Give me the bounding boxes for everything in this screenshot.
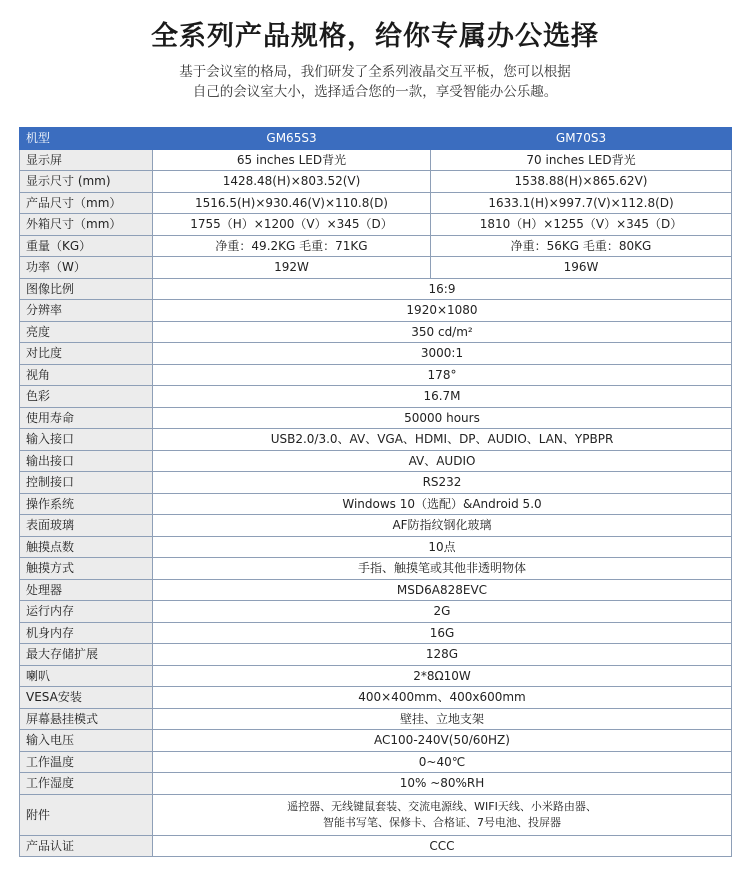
spec-label: 亮度 (20, 321, 153, 343)
table-row (20, 708, 732, 730)
table-row (20, 149, 732, 171)
table-row (20, 321, 732, 343)
table-row (20, 665, 732, 687)
spec-value-shared: AF防指纹钢化玻璃 (153, 515, 732, 537)
page-title: 全系列产品规格，给你专属办公选择 (151, 21, 599, 52)
table-row (20, 300, 732, 322)
spec-label: 显示屏 (20, 149, 153, 171)
spec-label: 操作系统 (20, 493, 153, 515)
table-row (20, 386, 732, 408)
spec-label: 处理器 (20, 579, 153, 601)
spec-label: 重量（KG） (20, 235, 153, 257)
spec-label: 功率（W） (20, 257, 153, 279)
spec-value-accessories (153, 794, 732, 835)
table-row (20, 601, 732, 623)
table-row (20, 429, 732, 451)
spec-value-shared: 50000 hours (153, 407, 732, 429)
spec-value-model-a: 净重：49.2KG 毛重：71KG (153, 235, 431, 257)
spec-value-shared: MSD6A828EVC (153, 579, 732, 601)
spec-value-shared: 0~40℃ (153, 751, 732, 773)
spec-value-shared: 10% ~80%RH (153, 773, 732, 795)
spec-value-model-b: 1633.1(H)×997.7(V)×112.8(D) (431, 192, 732, 214)
spec-value-model-b: 1810（H）×1255（V）×345（D） (431, 214, 732, 236)
spec-table (19, 127, 732, 857)
spec-label: 工作湿度 (20, 773, 153, 795)
table-row (20, 579, 732, 601)
spec-value-model-b: 1538.88(H)×865.62V) (431, 171, 732, 193)
table-row (20, 257, 732, 279)
spec-value-shared: 3000:1 (153, 343, 732, 365)
table-row (20, 644, 732, 666)
spec-value-model-b: 196W (431, 257, 732, 279)
table-row (20, 493, 732, 515)
table-row (20, 450, 732, 472)
spec-label: 分辨率 (20, 300, 153, 322)
header-label: 机型 (20, 128, 153, 150)
spec-value-shared: 16:9 (153, 278, 732, 300)
table-row (20, 278, 732, 300)
spec-value-shared: 10点 (153, 536, 732, 558)
spec-label: 触摸方式 (20, 558, 153, 580)
spec-label: 产品尺寸（mm） (20, 192, 153, 214)
spec-value-model-b: 70 inches LED背光 (431, 149, 732, 171)
spec-value-shared: 400×400mm、400x600mm (153, 687, 732, 709)
spec-label: 显示尺寸 (mm) (20, 171, 153, 193)
spec-value-shared: RS232 (153, 472, 732, 494)
spec-label: 触摸点数 (20, 536, 153, 558)
spec-label: 图像比例 (20, 278, 153, 300)
spec-value-shared: 壁挂、立地支架 (153, 708, 732, 730)
table-row (20, 364, 732, 386)
table-row (20, 536, 732, 558)
spec-label: 工作温度 (20, 751, 153, 773)
spec-value-shared: 1920×1080 (153, 300, 732, 322)
spec-value-model-a: 192W (153, 257, 431, 279)
table-row-accessories (20, 794, 732, 835)
spec-value-shared: USB2.0/3.0、AV、VGA、HDMI、DP、AUDIO、LAN、YPBPR (153, 429, 732, 451)
spec-label: 机身内存 (20, 622, 153, 644)
header-model-a: GM65S3 (153, 128, 431, 150)
spec-value-model-a: 65 inches LED背光 (153, 149, 431, 171)
table-row (20, 687, 732, 709)
spec-value-shared: 16.7M (153, 386, 732, 408)
table-row (20, 751, 732, 773)
table-row (20, 171, 732, 193)
spec-label: 对比度 (20, 343, 153, 365)
accessories-line-1: 遥控器、无线键鼠套装、交流电源线、WIFI天线、小米路由器、 (287, 799, 597, 813)
spec-value-shared: AC100-240V(50/60HZ) (153, 730, 732, 752)
table-row (20, 235, 732, 257)
spec-value-certification: CCC (153, 835, 732, 857)
table-row (20, 515, 732, 537)
table-row (20, 472, 732, 494)
spec-value-shared: 128G (153, 644, 732, 666)
spec-value-shared: 2*8Ω10W (153, 665, 732, 687)
spec-label: 运行内存 (20, 601, 153, 623)
table-row (20, 773, 732, 795)
spec-label: 控制接口 (20, 472, 153, 494)
spec-label: 输入接口 (20, 429, 153, 451)
subtitle-line-1: 基于会议室的格局，我们研发了全系列液晶交互平板，您可以根据 (179, 64, 571, 80)
spec-label: 喇叭 (20, 665, 153, 687)
spec-label: 外箱尺寸（mm） (20, 214, 153, 236)
spec-value-model-a: 1516.5(H)×930.46(V)×110.8(D) (153, 192, 431, 214)
spec-value-model-a: 1755（H）×1200（V）×345（D） (153, 214, 431, 236)
spec-value-shared: AV、AUDIO (153, 450, 732, 472)
table-row (20, 214, 732, 236)
spec-value-shared: 178° (153, 364, 732, 386)
table-row (20, 622, 732, 644)
table-row (20, 730, 732, 752)
table-row (20, 407, 732, 429)
spec-value-shared: 350 cd/m² (153, 321, 732, 343)
header-model-b: GM70S3 (431, 128, 732, 150)
spec-label: 屏幕悬挂模式 (20, 708, 153, 730)
subtitle-line-2: 自己的会议室大小，选择适合您的一款，享受智能办公乐趣。 (192, 84, 558, 100)
spec-value-shared: 2G (153, 601, 732, 623)
spec-label: 视角 (20, 364, 153, 386)
table-header-row (20, 128, 732, 150)
spec-value-shared: 手指、触摸笔或其他非透明物体 (153, 558, 732, 580)
spec-label: VESA安装 (20, 687, 153, 709)
spec-label: 输入电压 (20, 730, 153, 752)
page-subtitle (0, 62, 750, 102)
spec-label: 最大存储扩展 (20, 644, 153, 666)
table-row (20, 192, 732, 214)
spec-table-body (20, 128, 732, 857)
table-row (20, 343, 732, 365)
spec-label: 表面玻璃 (20, 515, 153, 537)
spec-label: 输出接口 (20, 450, 153, 472)
table-row-certification (20, 835, 732, 857)
spec-value-shared: Windows 10（选配）&Android 5.0 (153, 493, 732, 515)
spec-label: 色彩 (20, 386, 153, 408)
table-row (20, 558, 732, 580)
spec-label: 产品认证 (20, 835, 153, 857)
spec-label: 使用寿命 (20, 407, 153, 429)
accessories-line-2: 智能书写笔、保修卡、合格证、7号电池、投屏器 (323, 815, 561, 829)
spec-value-model-a: 1428.48(H)×803.52(V) (153, 171, 431, 193)
spec-value-shared: 16G (153, 622, 732, 644)
spec-label: 附件 (20, 794, 153, 835)
spec-value-model-b: 净重：56KG 毛重：80KG (431, 235, 732, 257)
